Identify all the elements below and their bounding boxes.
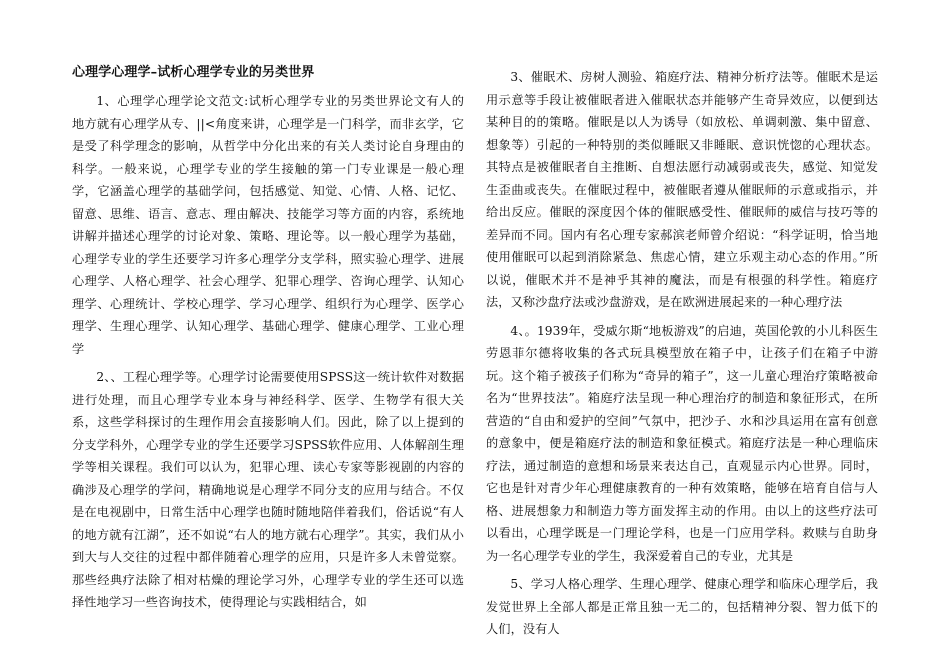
left-column [72, 62, 464, 620]
paragraph-3: 3、催眠术、房树人测验、箱庭疗法、精神分析疗法等。催眠术是运用示意等手段让被催眠者进入催眠状态并能够产生奇异效应，以便到达某种目的的策略。催眠是以人为诱导（如放松、单调刺激、集中留意、想象等）引起的一种特别的类似睡眠又非睡眠、意识恍惚的心理状态。其特点是被催眠者自主推断、自想法愿行动减弱或丧失，感觉、知觉发生歪曲或丧失。在催眠过程中，被催眠者遵从催眠师的示意或指示，并给出反应。催眠的深度因个体的催眠感受性、催眠师的威信与技巧等的差异而不同。国内有名心理专家郝滨老师曾介绍说：“科学证明，恰当地使用催眠可以起到消除紧急、焦虑心情，建立乐观主动心态的作用。”所以说，催眠术并不是神乎其神的魔法，而是有根强的科学性。箱庭疗法，又称沙盘疗法或沙盘游戏，是在欧洲进展起来的一种心理疗法 [486, 70, 878, 309]
paragraph-2: 2、、工程心理学等。心理学讨论需要使用SPSS这一统计软件对数据进行处理，而且心理学专业本身与神经科学、医学、生物学有很大关系，这些学科探讨的生理作用会直接影响人们。因此，除了以上提到的分支学科外，心理学专业的学生还要学习SPSS软件应用、人体解剖生理学等相关课程。我们可以认为，犯罪心理、读心专家等影视剧的内容的确涉及心理学的学问，精确地说是心理学不同分支的应用与结合。不仅是在电视剧中，日常生活中心理学也随时随地陪伴着我们，俗话说“有人的地方就有江湖”，还不如说“右人的地方就右心理学”。其实，我们从小到大与人交往的过程中都伴随着心理学的应用，只是许多人未曾觉察。那些经典疗法除了相对枯燥的理论学习外，心理学专业的学生还可以选择性地学习一些咨询技术，使得理论与实践相结合，如 [72, 370, 464, 609]
document-title: 心理学心理学–试析心理学专业的另类世界 [72, 65, 315, 80]
paragraph-1: 1、心理学心理学论文范文:试析心理学专业的另类世界论文有人的地方就有心理学从专、||<角度来讲，心理学是一门科学，而非玄学，它是受了科学理念的影响，从哲学中分化出来的有关人类讨论自身理由的科学。一般来说，心理学专业的学生接触的第一门专业课是一般心理学，它涵盖心理学的基础学问，包括感觉、知觉、心情、人格、记忆、留意、思维、语言、意志、理由解决、技能学习等方面的内容，系统地讲解并描述心理学的讨论对象、策略、理论等。以一般心理学为基础，心理学专业的学生还要学习许多心理学分支学科，照实验心理学、进展心理学、人格心理学、社会心理学、犯罪心理学、咨询心理学、认知心理学、心理统计、学校心理学、学习心理学、组织行为心理学、医学心理学、生理心理学、认知心理学、基础心理学、健康心理学、工业心理学 [72, 94, 464, 356]
paragraph-5: 5、学习人格心理学、生理心理学、健康心理学和临床心理学后，我发觉世界上全部人都是正常且独一无二的，包括精神分裂、智力低下的人们，没有人 [486, 577, 878, 636]
right-column [486, 66, 878, 647]
paragraph-4: 4、。1939年，受威尔斯“地板游戏”的启迪，英国伦敦的小儿科医生劳恩菲尔德将收集的各式玩具模型放在箱子中，让孩子们在箱子中游玩。这个箱子被孩子们称为“奇异的箱子”，这一儿童心理治疗策略被命名为“世界技法”。箱庭疗法呈现一种心理治疗的制造和象征形式，在所营造的“自由和爱护的空间”气氛中，把沙子、水和沙具运用在富有创意的意象中，便是箱庭疗法的制造和象征模式。箱庭疗法是一种心理临床疗法，通过制造的意想和场景来表达自己，直观显示内心世界。同时，它也是针对青少年心理健康教育的一种有效策略，能够在培育自信与人格、进展想象力和制造力等方面发挥主动的作用。由以上的这些疗法可以看出，心理学既是一门理论学科，也是一门应用学科。救赎与自助身为一名心理学专业的学生，我深爱着自己的专业，尤其是 [486, 323, 878, 563]
